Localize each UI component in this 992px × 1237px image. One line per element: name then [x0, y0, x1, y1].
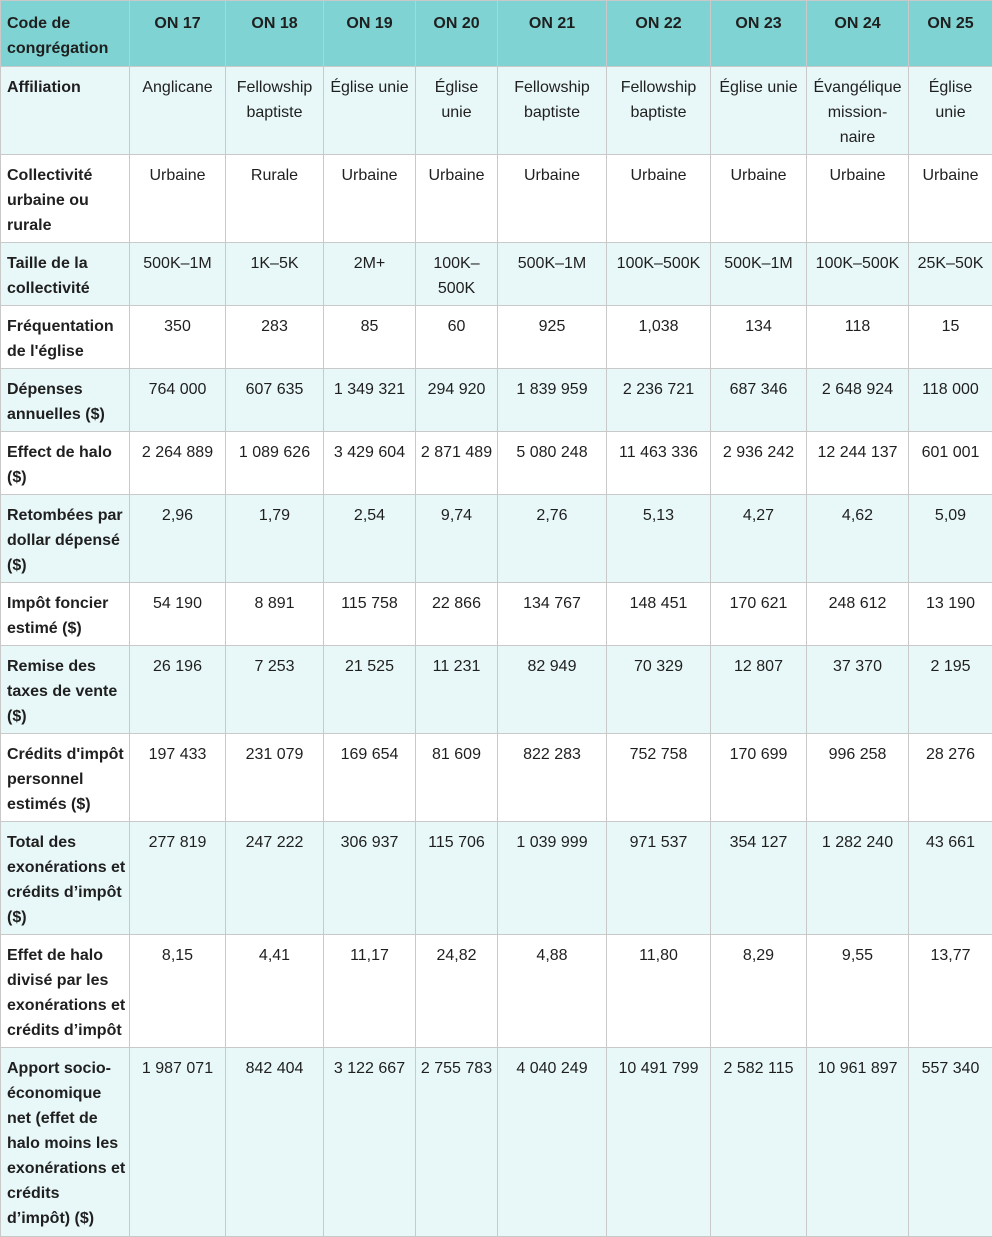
row-effet-halo-divise — [1, 935, 992, 1048]
table-cell: Église unie — [711, 67, 807, 155]
table-cell: Urbaine — [498, 155, 607, 243]
table-cell: 2 264 889 — [130, 432, 226, 495]
table-cell: 842 404 — [226, 1048, 324, 1237]
table-cell: Anglicane — [130, 67, 226, 155]
table-cell: 5,13 — [607, 495, 711, 583]
table-cell: 247 222 — [226, 822, 324, 935]
table-cell: 148 451 — [607, 583, 711, 646]
row-taille-collectivite — [1, 243, 992, 306]
table-cell: Église unie — [324, 67, 416, 155]
table-cell: 10 961 897 — [807, 1048, 909, 1237]
table-cell: 11 463 336 — [607, 432, 711, 495]
table-cell: 607 635 — [226, 369, 324, 432]
column-header-on24: ON 24 — [807, 1, 909, 67]
table-cell: 752 758 — [607, 734, 711, 822]
table-cell: Rurale — [226, 155, 324, 243]
table-cell: 277 819 — [130, 822, 226, 935]
table-cell: 169 654 — [324, 734, 416, 822]
column-header-on21: ON 21 — [498, 1, 607, 67]
column-header-on25: ON 25 — [909, 1, 992, 67]
table-cell: 60 — [416, 306, 498, 369]
header-row — [1, 1, 992, 67]
table-cell: 10 491 799 — [607, 1048, 711, 1237]
row-impot-foncier — [1, 583, 992, 646]
table-cell: 11 231 — [416, 646, 498, 734]
table-cell: Urbaine — [130, 155, 226, 243]
table-cell: 687 346 — [711, 369, 807, 432]
row-label: Total des exonérations et crédits d’impôt ($) — [1, 822, 130, 935]
table-cell: 354 127 — [711, 822, 807, 935]
table-cell: Urbaine — [711, 155, 807, 243]
table-cell: Urbaine — [607, 155, 711, 243]
table-cell: 43 661 — [909, 822, 992, 935]
table-cell: 764 000 — [130, 369, 226, 432]
table-cell: 82 949 — [498, 646, 607, 734]
table-cell: 248 612 — [807, 583, 909, 646]
row-label: Effect de halo ($) — [1, 432, 130, 495]
table-cell: 4,41 — [226, 935, 324, 1048]
row-label: Retombées par dollar dépensé ($) — [1, 495, 130, 583]
table-cell: Urbaine — [909, 155, 992, 243]
table-cell: 24,82 — [416, 935, 498, 1048]
table-cell: 4,88 — [498, 935, 607, 1048]
table-cell: 4,27 — [711, 495, 807, 583]
table-cell: 2,54 — [324, 495, 416, 583]
table-cell: 306 937 — [324, 822, 416, 935]
table-cell: 28 276 — [909, 734, 992, 822]
column-header-on18: ON 18 — [226, 1, 324, 67]
table-cell: Fellowship baptiste — [226, 67, 324, 155]
table-cell: Urbaine — [807, 155, 909, 243]
column-header-on23: ON 23 — [711, 1, 807, 67]
table-cell: 13,77 — [909, 935, 992, 1048]
table-cell: Urbaine — [416, 155, 498, 243]
table-cell: 100K–500K — [416, 243, 498, 306]
table-cell: 500K–1M — [711, 243, 807, 306]
table-cell: 11,80 — [607, 935, 711, 1048]
row-collectivite-urbaine-rurale — [1, 155, 992, 243]
table-cell: 925 — [498, 306, 607, 369]
table-cell: 4,62 — [807, 495, 909, 583]
table-cell: 2,76 — [498, 495, 607, 583]
table-cell: 1,038 — [607, 306, 711, 369]
table-cell: 557 340 — [909, 1048, 992, 1237]
table-cell: 500K–1M — [498, 243, 607, 306]
row-effet-halo — [1, 432, 992, 495]
column-header-on20: ON 20 — [416, 1, 498, 67]
table-cell: 1 349 321 — [324, 369, 416, 432]
table-cell: 294 920 — [416, 369, 498, 432]
column-header-on19: ON 19 — [324, 1, 416, 67]
column-header-on17: ON 17 — [130, 1, 226, 67]
table-cell: 1 039 999 — [498, 822, 607, 935]
table-cell: 283 — [226, 306, 324, 369]
table-cell: Église unie — [909, 67, 992, 155]
table-cell: 8,29 — [711, 935, 807, 1048]
table-cell: Urbaine — [324, 155, 416, 243]
row-label: Fréquentation de l'église — [1, 306, 130, 369]
table-cell: 170 699 — [711, 734, 807, 822]
column-header-on22: ON 22 — [607, 1, 711, 67]
row-retombees-par-dollar — [1, 495, 992, 583]
table-cell: 37 370 — [807, 646, 909, 734]
table-cell: 2,96 — [130, 495, 226, 583]
table-cell: 1,79 — [226, 495, 324, 583]
table-cell: 12 807 — [711, 646, 807, 734]
table-cell: 1 089 626 — [226, 432, 324, 495]
table-cell: 4 040 249 — [498, 1048, 607, 1237]
table-cell: 996 258 — [807, 734, 909, 822]
table-cell: 2 582 115 — [711, 1048, 807, 1237]
table-cell: 5 080 248 — [498, 432, 607, 495]
table-cell: 2 236 721 — [607, 369, 711, 432]
table-cell: Église unie — [416, 67, 498, 155]
table-cell: 1 282 240 — [807, 822, 909, 935]
table-cell: 54 190 — [130, 583, 226, 646]
row-label: Dépenses annuelles ($) — [1, 369, 130, 432]
table-cell: 170 621 — [711, 583, 807, 646]
row-label: Collectivité urbaine ou rurale — [1, 155, 130, 243]
table-cell: 2 871 489 — [416, 432, 498, 495]
table-cell: Évangélique mission-naire — [807, 67, 909, 155]
table-cell: 22 866 — [416, 583, 498, 646]
table-cell: 70 329 — [607, 646, 711, 734]
table-cell: 7 253 — [226, 646, 324, 734]
row-label: Affiliation — [1, 67, 130, 155]
row-label: Crédits d'impôt personnel estimés ($) — [1, 734, 130, 822]
row-label: Remise des taxes de vente ($) — [1, 646, 130, 734]
table-cell: 11,17 — [324, 935, 416, 1048]
header-label-cell: Code de congrégation — [1, 1, 130, 67]
table-cell: 13 190 — [909, 583, 992, 646]
row-remise-taxes — [1, 646, 992, 734]
table-cell: 118 000 — [909, 369, 992, 432]
table-cell: Fellowship baptiste — [607, 67, 711, 155]
table-cell: 8,15 — [130, 935, 226, 1048]
table-cell: 8 891 — [226, 583, 324, 646]
table-cell: 25K–50K — [909, 243, 992, 306]
table-cell: 9,74 — [416, 495, 498, 583]
table-cell: 500K–1M — [130, 243, 226, 306]
table-cell: 85 — [324, 306, 416, 369]
row-label: Taille de la collectivité — [1, 243, 130, 306]
row-label: Effet de halo divisé par les exonérations et crédits d’impôt — [1, 935, 130, 1048]
table-cell: 12 244 137 — [807, 432, 909, 495]
table-cell: 197 433 — [130, 734, 226, 822]
table-cell: 2M+ — [324, 243, 416, 306]
table-cell: 81 609 — [416, 734, 498, 822]
table-cell: 26 196 — [130, 646, 226, 734]
table-cell: 134 — [711, 306, 807, 369]
row-frequentation — [1, 306, 992, 369]
table-cell: 350 — [130, 306, 226, 369]
table-cell: 100K–500K — [807, 243, 909, 306]
table-cell: 118 — [807, 306, 909, 369]
row-total-exonerations — [1, 822, 992, 935]
table-cell: 1 839 959 — [498, 369, 607, 432]
table-cell: 971 537 — [607, 822, 711, 935]
row-apport-socio-economique — [1, 1048, 992, 1237]
table-cell: 115 706 — [416, 822, 498, 935]
table-cell: 231 079 — [226, 734, 324, 822]
table-cell: 2 936 242 — [711, 432, 807, 495]
table-cell: 822 283 — [498, 734, 607, 822]
table-cell: 9,55 — [807, 935, 909, 1048]
table-cell: 601 001 — [909, 432, 992, 495]
table-cell: 134 767 — [498, 583, 607, 646]
row-credits-impot — [1, 734, 992, 822]
row-label: Apport socio-économique net (effet de halo moins les exonérations et crédits d’impôt) ($) — [1, 1048, 130, 1237]
table-cell: 3 429 604 — [324, 432, 416, 495]
table-cell: 2 195 — [909, 646, 992, 734]
table-cell: 21 525 — [324, 646, 416, 734]
table-cell: 1 987 071 — [130, 1048, 226, 1237]
table-cell: 1K–5K — [226, 243, 324, 306]
table-cell: 15 — [909, 306, 992, 369]
row-affiliation — [1, 67, 992, 155]
table-cell: Fellowship baptiste — [498, 67, 607, 155]
table-cell: 2 755 783 — [416, 1048, 498, 1237]
table-cell: 3 122 667 — [324, 1048, 416, 1237]
row-depenses-annuelles — [1, 369, 992, 432]
table-cell: 5,09 — [909, 495, 992, 583]
table-cell: 2 648 924 — [807, 369, 909, 432]
table-cell: 100K–500K — [607, 243, 711, 306]
row-label: Impôt foncier estimé ($) — [1, 583, 130, 646]
table-cell: 115 758 — [324, 583, 416, 646]
